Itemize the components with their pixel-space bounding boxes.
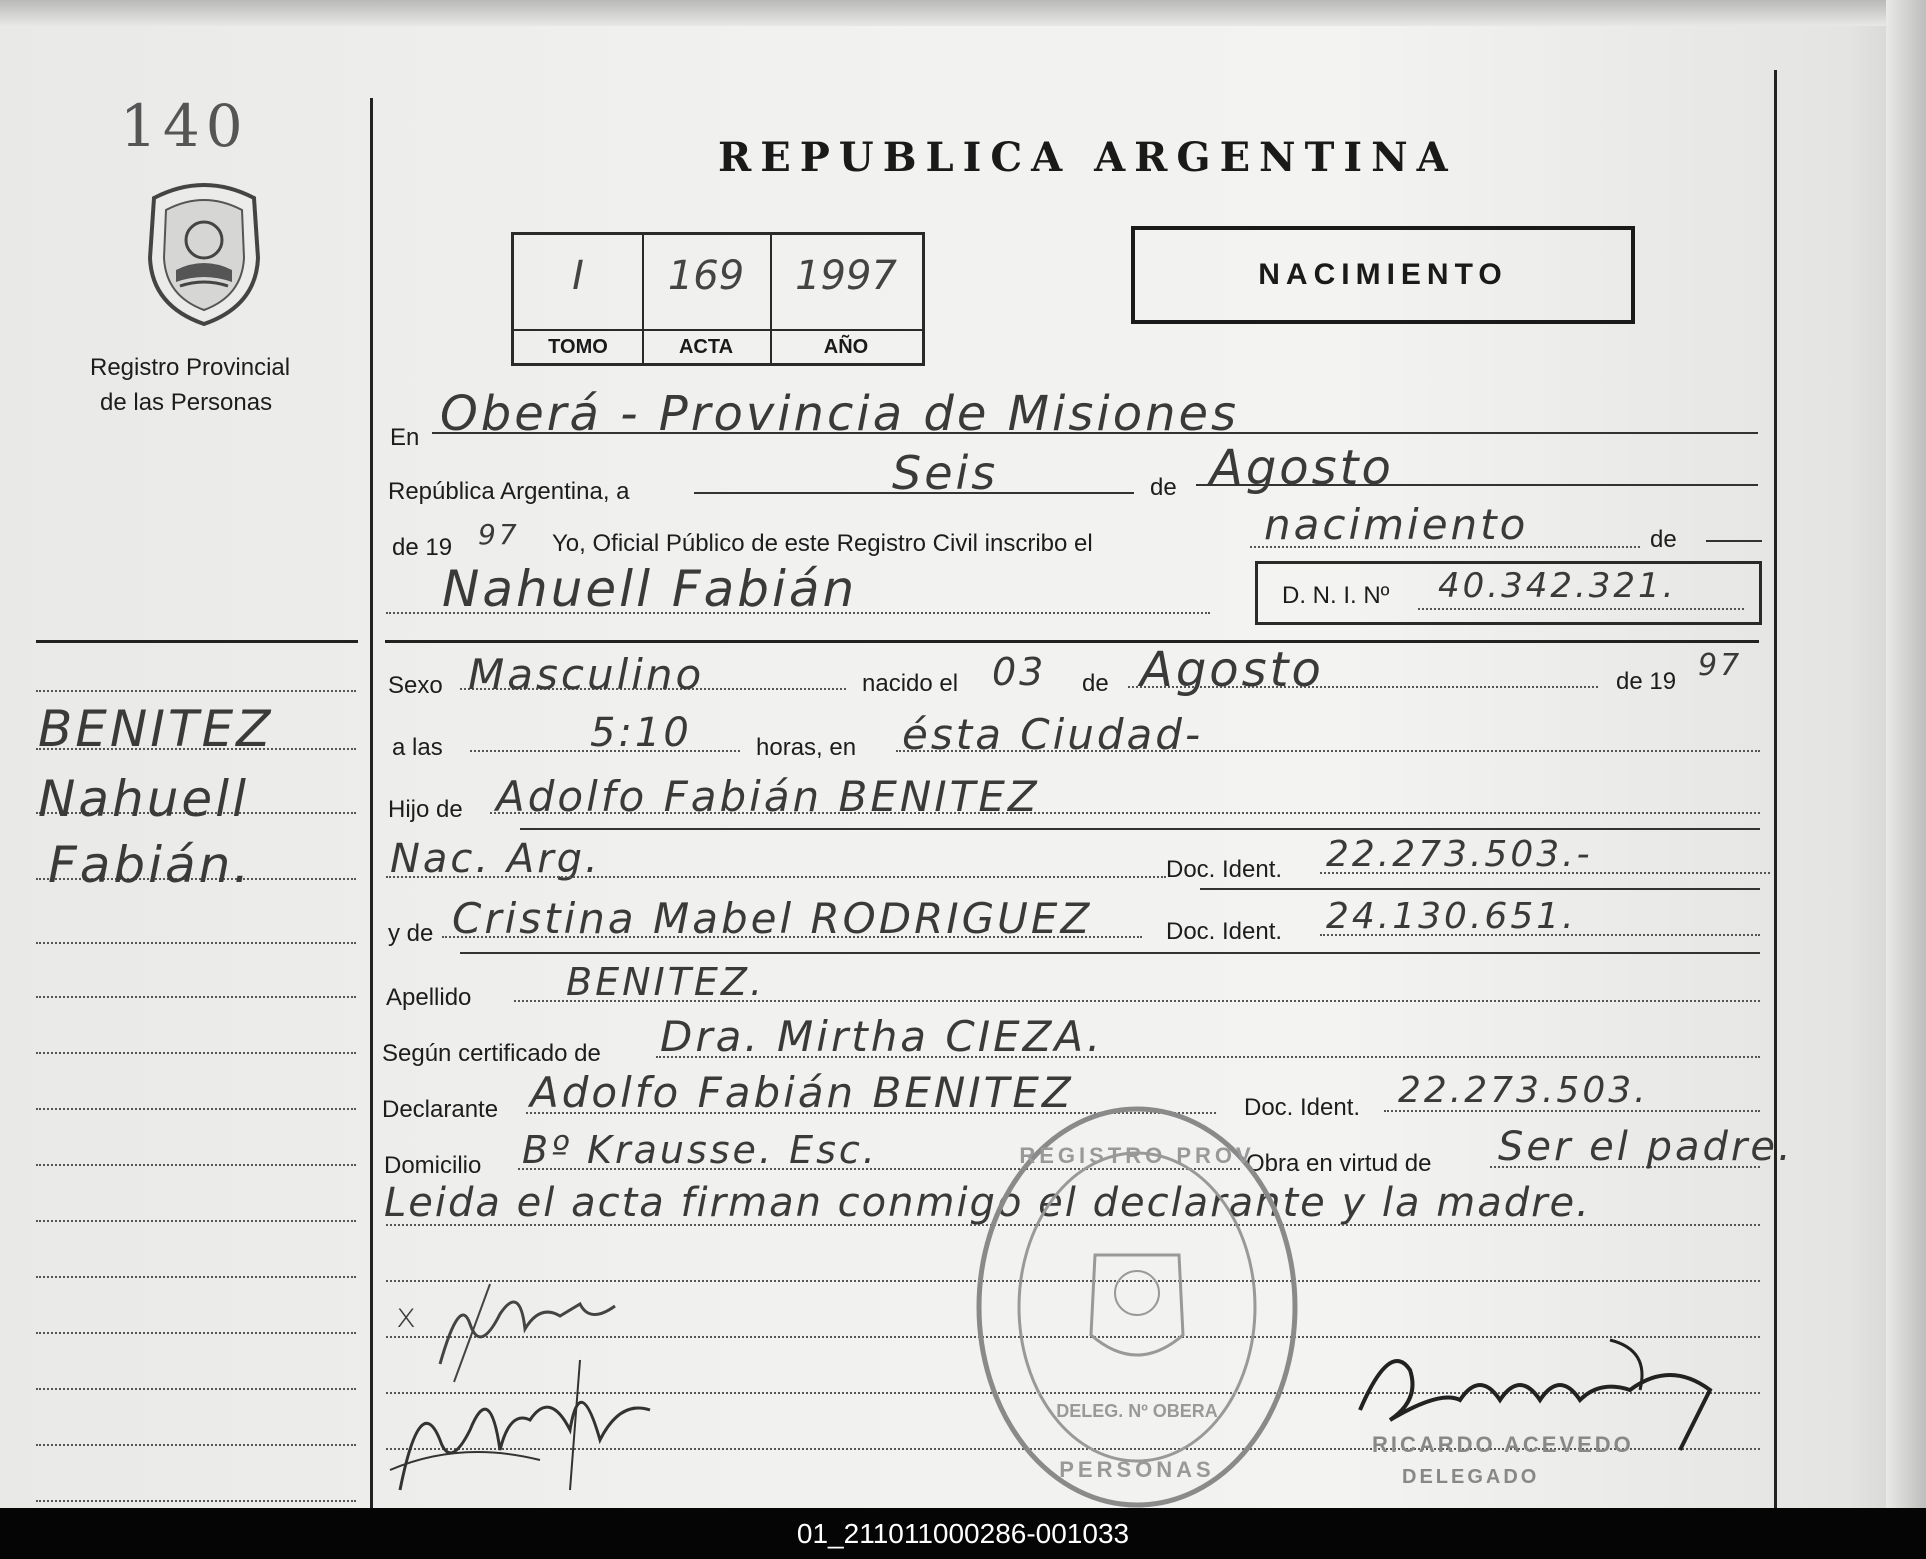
- label-en: En: [390, 424, 420, 451]
- value-hora: 5:10: [590, 710, 692, 756]
- margin-given-name-2: Fabián.: [48, 836, 253, 894]
- label-de-mes-nac: de: [1082, 670, 1109, 697]
- line-padre-2: [520, 828, 1760, 830]
- value-doc-madre: 24.130.651.: [1326, 896, 1577, 937]
- value-doc-padre: 22.273.503.-: [1326, 834, 1593, 875]
- value-mes-nac: Agosto: [1140, 642, 1324, 698]
- value-certificado: Dra. Mirtha CIEZA.: [660, 1012, 1104, 1061]
- margin-dotline: [36, 1444, 356, 1446]
- line-dni: [1418, 608, 1744, 610]
- province-seal-icon: [136, 178, 272, 328]
- mother-signature: [380, 1350, 680, 1500]
- label-obra: Obra en virtud de: [1246, 1150, 1432, 1177]
- value-doc-declarante: 22.273.503.: [1398, 1070, 1649, 1111]
- label-nacido-el: nacido el: [862, 670, 959, 697]
- value-apellido: BENITEZ.: [566, 960, 766, 1004]
- value-anio-nac: 97: [1698, 648, 1743, 683]
- official-stamp: [975, 1105, 1300, 1508]
- margin-dotline: [36, 1276, 356, 1278]
- value-tipo: nacimiento: [1264, 500, 1529, 549]
- page-top-shadow: [0, 0, 1926, 26]
- margin-dotline: [36, 1164, 356, 1166]
- value-anio-inscripcion: 97: [478, 518, 520, 551]
- value-domicilio: Bº Krausse. Esc.: [522, 1128, 878, 1172]
- value-padre: Adolfo Fabián BENITEZ: [496, 772, 1040, 821]
- margin-dotline: [36, 690, 356, 692]
- label-doc-madre: Doc. Ident.: [1166, 918, 1283, 945]
- label-yo-oficial: Yo, Oficial Público de este Registro Civil inscribo el: [552, 530, 1093, 557]
- label-sexo: Sexo: [388, 672, 443, 699]
- svg-text:DELEG. Nº OBERA: DELEG. Nº OBERA: [1056, 1401, 1218, 1421]
- margin-dotline: [36, 1220, 356, 1222]
- line-de-end: [1706, 540, 1762, 542]
- page-number: 140: [120, 92, 249, 160]
- margin-given-name-1: Nahuell: [38, 770, 249, 828]
- label-a-las: a las: [392, 734, 443, 761]
- value-lugar-nac: ésta Ciudad-: [902, 710, 1204, 759]
- office-name-line2: de las Personas: [100, 389, 273, 416]
- line-nac-padre: [386, 876, 1166, 878]
- acta-label: ACTA: [642, 329, 770, 365]
- label-declarante: Declarante: [382, 1096, 499, 1123]
- svg-text:REGISTRO PROV: REGISTRO PROV: [1019, 1143, 1255, 1168]
- label-horas-en: horas, en: [756, 734, 857, 761]
- svg-text:PERSONAS: PERSONAS: [1059, 1457, 1215, 1482]
- value-nota: Leida el acta firman conmigo el declarante y la madre.: [384, 1180, 1591, 1226]
- label-dni: D. N. I. Nº: [1282, 582, 1390, 609]
- label-y-de: y de: [388, 920, 434, 947]
- acta-cell: [642, 235, 772, 363]
- label-republica: República Argentina, a: [388, 478, 630, 505]
- tomo-label: TOMO: [514, 329, 642, 365]
- left-form-border: [370, 98, 373, 1508]
- margin-dotline: [36, 942, 356, 944]
- value-nac-padre: Nac. Arg.: [390, 836, 601, 882]
- value-madre: Cristina Mabel RODRIGUEZ: [452, 894, 1093, 943]
- anio-label: AÑO: [770, 329, 922, 365]
- label-de-mes: de: [1150, 474, 1177, 501]
- value-dia-nac: 03: [992, 650, 1047, 694]
- label-domicilio: Domicilio: [384, 1152, 482, 1179]
- dni-box: [1255, 561, 1762, 625]
- margin-surname: BENITEZ: [38, 700, 274, 758]
- label-segun: Según certificado de: [382, 1040, 601, 1067]
- margin-rule: [36, 640, 358, 643]
- right-form-border: [1774, 70, 1777, 1508]
- page-binding-shadow: [1886, 0, 1926, 1508]
- record-type-box: NACIMIENTO: [1131, 226, 1635, 324]
- office-name-line1: Registro Provincial: [90, 354, 291, 381]
- value-dni: 40.342.321.: [1438, 566, 1677, 606]
- label-doc-declarante: Doc. Ident.: [1244, 1094, 1361, 1121]
- acta-value: 169: [667, 253, 745, 299]
- section-rule: [385, 640, 1759, 643]
- margin-dotline: [36, 1052, 356, 1054]
- margin-dotline: [36, 1388, 356, 1390]
- line-separator: [1200, 888, 1760, 890]
- registry-box: [511, 232, 925, 366]
- country-heading: REPUBLICA ARGENTINA: [718, 134, 1457, 181]
- label-apellido: Apellido: [386, 984, 472, 1011]
- tomo-value: I: [572, 253, 584, 299]
- tomo-cell: [514, 235, 644, 363]
- value-mes: Agosto: [1210, 440, 1394, 496]
- margin-dotline: [36, 996, 356, 998]
- value-nombre: Nahuell Fabián: [442, 560, 858, 618]
- label-hijo-de: Hijo de: [388, 796, 463, 823]
- cross-mark: x: [396, 1296, 420, 1336]
- value-dia: Seis: [892, 446, 999, 500]
- label-de-19-nac: de 19: [1616, 668, 1677, 695]
- anio-value: 1997: [795, 253, 897, 299]
- value-declarante: Adolfo Fabián BENITEZ: [530, 1068, 1074, 1117]
- anio-cell: [770, 235, 922, 363]
- value-obra: Ser el padre.: [1498, 1124, 1794, 1170]
- value-sexo: Masculino: [468, 650, 705, 699]
- value-lugar: Oberá - Provincia de Misiones: [440, 386, 1240, 442]
- label-doc-padre: Doc. Ident.: [1166, 856, 1283, 883]
- label-de-nombre: de: [1650, 526, 1677, 553]
- margin-dotline: [36, 1108, 356, 1110]
- label-de-19: de 19: [392, 534, 453, 561]
- margin-dotline: [36, 1500, 356, 1502]
- official-name: RICARDO ACEVEDO: [1372, 1432, 1634, 1457]
- official-title: DELEGADO: [1402, 1466, 1540, 1488]
- margin-dotline: [36, 1332, 356, 1334]
- line-madre-2: [460, 952, 1760, 954]
- image-caption: 01_211011000286-001033: [0, 1508, 1926, 1559]
